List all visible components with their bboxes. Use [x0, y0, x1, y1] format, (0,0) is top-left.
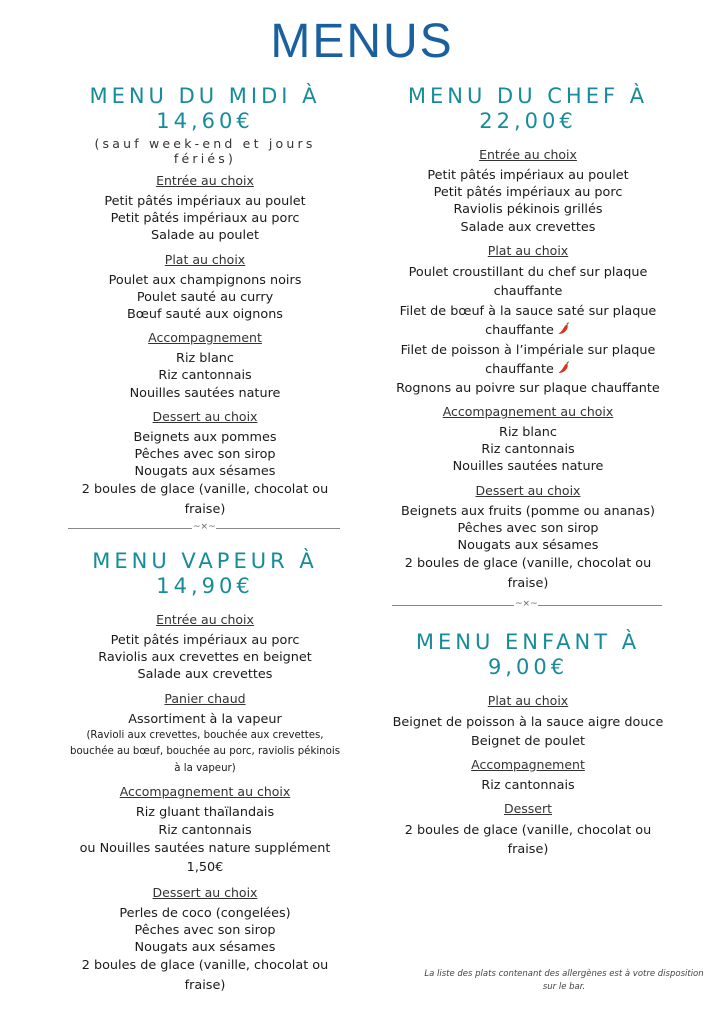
menu-item: 2 boules de glace (vanille, chocolat ou fraise)	[404, 556, 652, 591]
menu-enfant-title: MENU ENFANT À 9,00€	[415, 630, 641, 679]
menu-item: Nouilles sautées nature	[129, 385, 281, 401]
menu-item: Poulet croustillant du chef sur plaque chauffante	[408, 264, 648, 300]
menu-item: Riz cantonnais	[158, 368, 252, 384]
section-heading: Plat au choix	[487, 693, 569, 708]
menu-item: Petit pâtés impériaux au porc	[110, 211, 300, 227]
section-heading: Panier chaud	[164, 690, 246, 706]
menu-midi-title: MENU DU MIDI À 14,60€	[89, 84, 321, 133]
menu-item: Beignets aux pommes	[133, 429, 277, 445]
menu-item: Salade aux crevettes	[460, 219, 596, 235]
page-title: MENUS	[270, 15, 454, 68]
menu-item: Pêches avec son sirop	[457, 520, 599, 536]
menu-item: Beignets aux fruits (pomme ou ananas)	[400, 503, 656, 519]
menu-item: Riz cantonnais	[158, 822, 252, 838]
menu-vapeur-title: MENU VAPEUR À 14,90€	[92, 549, 318, 598]
menu-item: Assortiment à la vapeur	[128, 711, 282, 727]
menu-item: Poulet sauté au curry	[136, 289, 274, 305]
menu-item: Perles de coco (congelées)	[119, 905, 291, 921]
menu-item: Bœuf sauté aux oignons	[127, 307, 283, 323]
section-heading: Entrée au choix	[156, 173, 254, 188]
menu-item: Riz gluant thaïlandais	[135, 805, 275, 821]
ornament-divider	[392, 601, 662, 611]
menu-item: Pêches avec son sirop	[134, 447, 276, 463]
menu-item: Beignet de poulet	[471, 733, 585, 749]
menu-item: Nouilles sautées nature	[452, 459, 604, 475]
menu-item-spicy	[390, 341, 666, 380]
ornament-divider	[68, 524, 340, 534]
menu-midi	[66, 84, 344, 519]
menu-item: 2 boules de glace (vanille, chocolat ou fraise)	[81, 958, 329, 993]
menu-item: Petit pâtés impériaux au porc	[433, 185, 623, 201]
chili-pepper-icon	[557, 361, 571, 375]
section-heading: Dessert au choix	[152, 884, 258, 900]
section-heading: Accompagnement au choix	[442, 404, 614, 420]
menu-midi-note: (sauf week-end et jours fériés)	[94, 136, 316, 166]
menu-item-spicy	[390, 302, 666, 341]
menu-item: Pêches avec son sirop	[134, 922, 276, 938]
menu-item: 2 boules de glace (vanille, chocolat ou fraise)	[404, 822, 652, 858]
menu-item: 2 boules de glace (vanille, chocolat ou fraise)	[81, 482, 329, 517]
menu-item: Raviolis aux crevettes en beignet	[98, 650, 312, 666]
menu-chef-title: MENU DU CHEF À 22,00€	[407, 84, 649, 133]
section-heading: Entrée au choix	[156, 612, 254, 627]
menu-item: ou Nouilles sautées nature supplément 1,50€	[79, 840, 331, 876]
section-heading: Entrée au choix	[479, 147, 577, 162]
menu-item: Nougats aux sésames	[457, 538, 599, 554]
section-heading: Accompagnement	[471, 756, 585, 772]
knot-ornament-icon: ~×~	[193, 522, 216, 532]
section-heading: Plat au choix	[164, 251, 246, 267]
menu-item-text: Filet de poisson à l’impériale sur plaque chauffante	[400, 342, 656, 378]
section-heading: Dessert au choix	[152, 408, 258, 424]
menu-item: Beignet de poisson à la sauce aigre douce	[392, 715, 664, 730]
menu-item: Petit pâtés impériaux au porc	[110, 633, 300, 648]
menu-item: Riz cantonnais	[481, 442, 575, 458]
menu-item: Salade aux crevettes	[137, 667, 273, 683]
menu-item: Rognons au poivre sur plaque chauffante	[396, 380, 660, 396]
section-heading: Plat au choix	[487, 242, 569, 258]
knot-ornament-icon: ~×~	[515, 599, 538, 609]
menu-item: Poulet aux champignons noirs	[108, 272, 302, 288]
menu-item: Petit pâtés impériaux au poulet	[427, 168, 629, 183]
menu-enfant	[390, 630, 666, 860]
menu-item: Riz blanc	[176, 351, 234, 367]
allergen-footnote: La liste des plats contenant des allergènes est à votre disposition sur le bar.	[424, 969, 704, 992]
section-heading: Dessert	[503, 800, 553, 816]
section-heading: Accompagnement au choix	[119, 784, 291, 800]
menu-vapeur	[66, 549, 344, 995]
section-heading: Dessert au choix	[475, 482, 581, 498]
section-heading: Accompagnement	[148, 330, 262, 346]
menu-item-text: Filet de bœuf à la sauce saté sur plaque chauffante	[399, 303, 657, 339]
menu-item: Riz cantonnais	[481, 777, 575, 793]
menu-item-note: (Ravioli aux crevettes, bouchée aux crevettes, bouchée au bœuf, bouchée au porc, raviolis pékinois à la vapeur)	[69, 729, 341, 774]
menu-item: Raviolis pékinois grillés	[453, 202, 603, 218]
menu-chef	[390, 84, 666, 593]
menu-item: Petit pâtés impériaux au poulet	[104, 194, 306, 209]
menu-item: Salade au poulet	[151, 228, 259, 244]
chili-pepper-icon	[557, 322, 571, 336]
menu-item: Nougats aux sésames	[134, 464, 276, 480]
menu-item: Riz blanc	[499, 425, 557, 441]
menu-item: Nougats aux sésames	[134, 940, 276, 956]
